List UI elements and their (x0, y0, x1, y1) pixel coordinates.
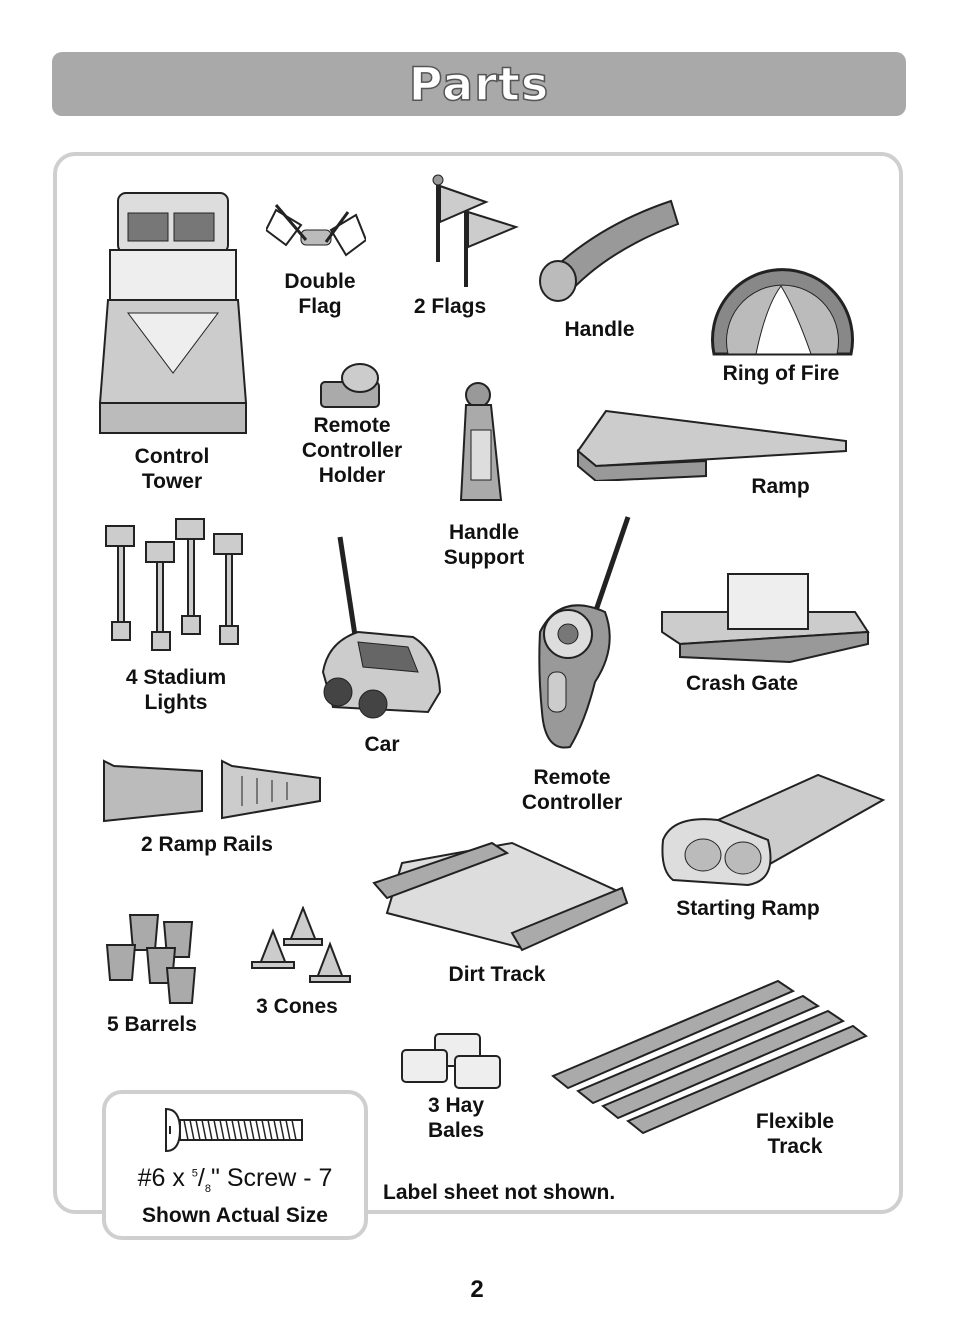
remote-holder-illustration (318, 360, 383, 410)
stadium-lights-illustration (104, 514, 254, 654)
crash-gate-label: Crash Gate (685, 672, 799, 695)
remote-controller-illustration (530, 512, 640, 757)
control-tower-label: Control Tower (134, 445, 210, 493)
two-flags-illustration (426, 172, 521, 292)
ramp-illustration (576, 406, 851, 481)
double-flag-illustration (266, 200, 366, 260)
handle-label: Handle (564, 318, 635, 341)
label-sheet-note: Label sheet not shown. (383, 1181, 616, 1204)
barrels-label: 5 Barrels (107, 1013, 197, 1036)
stadium-lights-label: 4 Stadium Lights (125, 666, 227, 714)
ring-of-fire-illustration (706, 216, 856, 356)
dirt-track-illustration (372, 838, 630, 953)
handle-illustration (536, 196, 681, 306)
handle-support-label: Handle Support (443, 521, 525, 569)
page-number: 2 (470, 1276, 484, 1303)
hay-bales-illustration (400, 1032, 505, 1092)
ramp-label: Ramp (751, 475, 810, 498)
remote-holder-label: Remote Controller Holder (301, 414, 403, 487)
car-label: Car (364, 733, 400, 756)
ring-of-fire-label: Ring of Fire (722, 362, 840, 385)
two-flags-label: 2 Flags (413, 295, 487, 318)
ramp-rails-illustration (102, 756, 322, 826)
screw-description: #6 x $^5/_8$" Screw - 7 (137, 1164, 333, 1195)
hay-bales-label: 3 Hay Bales (427, 1094, 485, 1142)
screw-box (102, 1090, 368, 1240)
control-tower-illustration (98, 188, 253, 438)
ramp-rails-label: 2 Ramp Rails (141, 833, 273, 856)
car-illustration (318, 532, 448, 722)
starting-ramp-illustration (658, 770, 886, 888)
title-banner (52, 52, 906, 116)
dirt-track-label: Dirt Track (448, 963, 546, 986)
screw-size-note: Shown Actual Size (142, 1204, 328, 1227)
flexible-track-label: Flexible Track (755, 1110, 835, 1158)
cones-label: 3 Cones (256, 995, 338, 1018)
remote-controller-label: Remote Controller (521, 766, 623, 814)
double-flag-label: Double Flag (284, 270, 356, 318)
barrels-illustration (102, 910, 212, 1015)
starting-ramp-label: Starting Ramp (676, 897, 820, 920)
page-title: Parts (408, 57, 550, 111)
crash-gate-illustration (660, 572, 872, 667)
handle-support-illustration (456, 380, 511, 515)
cones-illustration (248, 906, 363, 986)
screw-illustration (158, 1104, 308, 1156)
